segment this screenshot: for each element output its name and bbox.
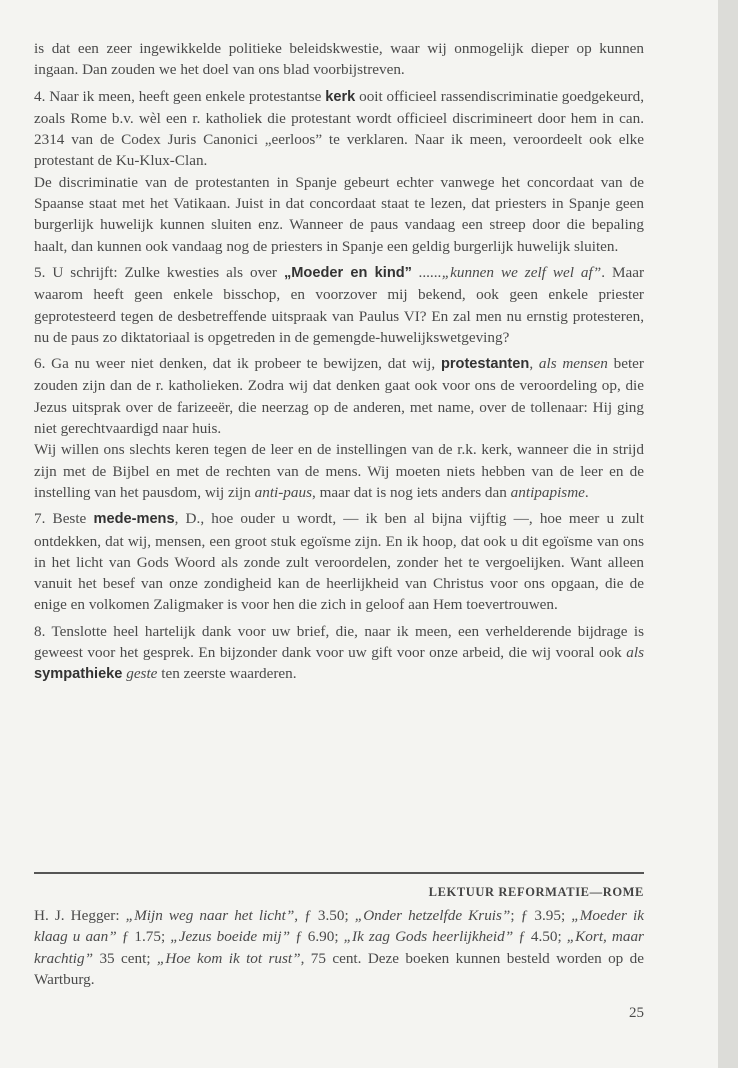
book-title: „Mijn weg naar het licht” [125, 907, 295, 924]
page-number: 25 [629, 1005, 644, 1021]
paragraph-intro: is dat een zeer ingewikkelde politieke beleidskwestie, waar wij onmogelijk dieper op kunnen ingaan. Dan zouden we het doel van ons blad voorbijstreven. [34, 40, 644, 79]
emphasis-sympathieke: sympathieke [34, 666, 123, 683]
section-heading: LEKTUUR REFORMATIE—ROME [428, 885, 644, 899]
article-body [34, 38, 644, 686]
paragraph-5: 5. U schrijft: Zulke kwesties als over „Moeder en kind” ......„kunnen we zelf wel af”. Maar waarom heeft geen enkele bisschop, en voorzover mij bekend, ook geen enkele priester geprotesteerd tegen de desbetreffende uitspraak van Paulus VI? En zal men nu ernstig protesteren, nu de paus zo diktatoriaal is opgetreden in de gemengde-huwelijkswetgeving? [34, 263, 645, 346]
paragraph-4-continued: De discriminatie van de protestanten in Spanje gebeurt echter vanwege het concordaat van de Spaanse staat met het Vatikaan. Juist in dat concordaat staat te lezen, dat priesters in Spanje geen burgerlijk huwelijk kunnen sluiten enz. Wanneer de paus vandaag een streep door die bepaling haalt, dan kunnen ook vandaag nog de priesters in Spanje een geldig burgerlijk huwelijk sluiten. [34, 173, 644, 255]
paragraph-8: 8. Tenslotte heel hartelijk dank voor uw brief, die, naar ik meen, een verhelderende bijdrage is geweest voor het gesprek. En bijzonder dank voor uw gift voor onze arbeid, die wij vooral ook als sympathieke geste ten zeerste waarderen. [34, 622, 644, 683]
book-title: „Ik zag Gods heerlijkheid” [343, 928, 514, 946]
book-title: „Kort, maar krachtig” [34, 928, 644, 967]
book-title: „Hoe kom ik tot rust” [156, 949, 301, 967]
paragraph-6-continued: Wij willen ons slechts keren tegen de leer en de instellingen van de r.k. kerk, wanneer die in strijd zijn met de Bijbel en met de rechten van de mens. Wij moeten niets hebben van de leer en de instelling van het pausdom, wij zijn anti-paus, maar dat is nog iets anders dan antipapisme. [34, 441, 644, 501]
emphasis-moeder-en-kind: „Moeder en kind” [283, 264, 412, 281]
book-title: „Moeder ik klaag u aan” [34, 907, 644, 946]
book-title: „Jezus boeide mij” [170, 928, 291, 946]
paragraph-4: 4. Naar ik meen, heeft geen enkele protestantse kerk ooit officieel rassendiscriminatie goedgekeurd, zoals Rome b.v. wèl een r. katholiek die protestant wordt officieel discrimineert door hem in can. 2314 van de Codex Juris Canonici „eerloos” te verklaren. Naar ik meen, veroordeelt ook elke protestant de Ku-Klux-Clan. [34, 87, 645, 170]
book-title: „Onder hetzelfde Kruis” [354, 907, 511, 924]
literature-list: H. J. Hegger: „Mijn weg naar het licht”, ƒ 3.50; „Onder hetzelfde Kruis”; ƒ 3.95; „Moeder ik klaag u aan” ƒ 1.75; „Jezus boeide mij” ƒ 6.90; „Ik zag Gods heerlijkheid” ƒ 4.50; „Kort, maar krachtig” 35 cent; „Hoe kom ik tot rust”, 75 cent. Deze boeken kunnen besteld worden op de Wartburg. [34, 907, 644, 989]
emphasis-kerk: kerk [325, 88, 356, 105]
paragraph-6: 6. Ga nu weer niet denken, dat ik probeer te bewijzen, dat wij, protestanten, als mensen beter zouden zijn dan de r. katholieken. Zodra wij dat denken gaat ook voor ons de veroordeling op, die Jezus uitsprak over de farizeeër, die neerzag op de anderen, met name, over de tollenaar: Hij ging niet gerechtvaardigd naar huis. [34, 355, 644, 438]
paragraph-7: 7. Beste mede-mens, D., hoe ouder u wordt, — ik ben al bijna vijftig —, hoe meer u zult ontdekken, dat wij, mensen, een groot stuk egoïsme zijn. En ik hoop, dat ook u dit egoïsme van ons in het licht van Gods Woord als zonde zult veroordelen, zonder het te vergoelijken. Want alleen vanuit het besef van onze zondigheid kan de heerlijkheid van Christus voor ons opgaan, die de enige en volkomen Zaligmaker is voor hen die zich in geloof aan Hem toevertrouwen. [34, 510, 644, 614]
emphasis-mede-mens: mede-mens [93, 511, 175, 528]
scan-margin [718, 0, 738, 1068]
section-divider [34, 872, 644, 874]
emphasis-protestanten: protestanten [440, 356, 530, 373]
